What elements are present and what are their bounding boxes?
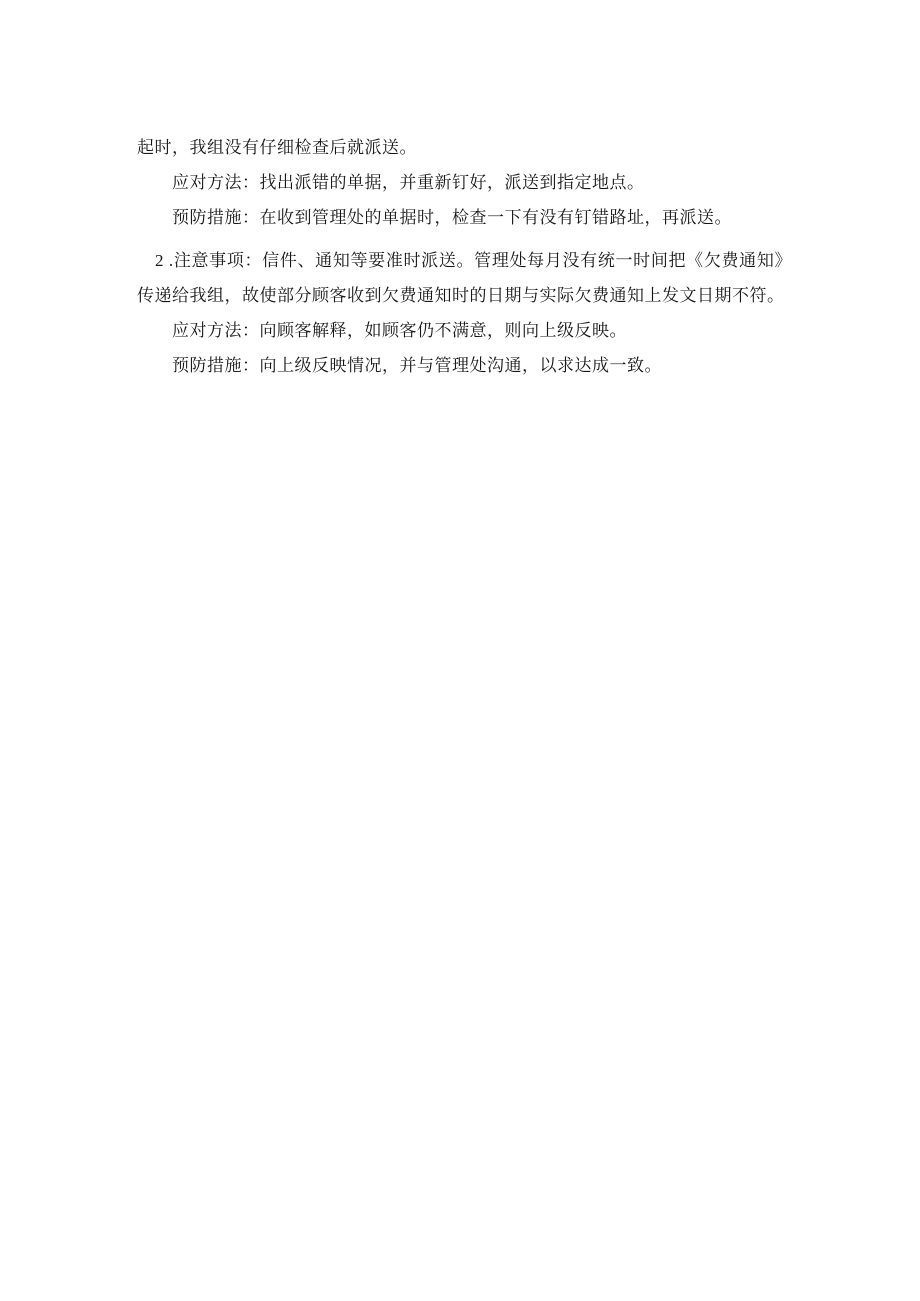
paragraph-preventive-measure-2: 预防措施：向上级反映情况，并与管理处沟通，以求达成一致。 <box>172 356 662 375</box>
paragraph-continuation: 起时，我组没有仔细检查后就派送。 <box>137 138 417 157</box>
paragraph-item-2-notice: 2 .注意事项：信件、通知等要准时派送。管理处每月没有统一时间把《欠费通知》传递给我组，故使部分顾客收到欠费通知时的日期与实际欠费通知上发文日期不符。 <box>137 251 792 305</box>
paragraph-preventive-measure-1: 预防措施：在收到管理处的单据时，检查一下有没有钉错路址，再派送。 <box>172 208 732 227</box>
paragraph-response-method-1: 应对方法：找出派错的单据，并重新钉好，派送到指定地点。 <box>172 173 645 192</box>
paragraph-response-method-2: 应对方法：向顾客解释，如顾客仍不满意，则向上级反映。 <box>172 321 627 340</box>
document-text-block <box>137 130 792 383</box>
